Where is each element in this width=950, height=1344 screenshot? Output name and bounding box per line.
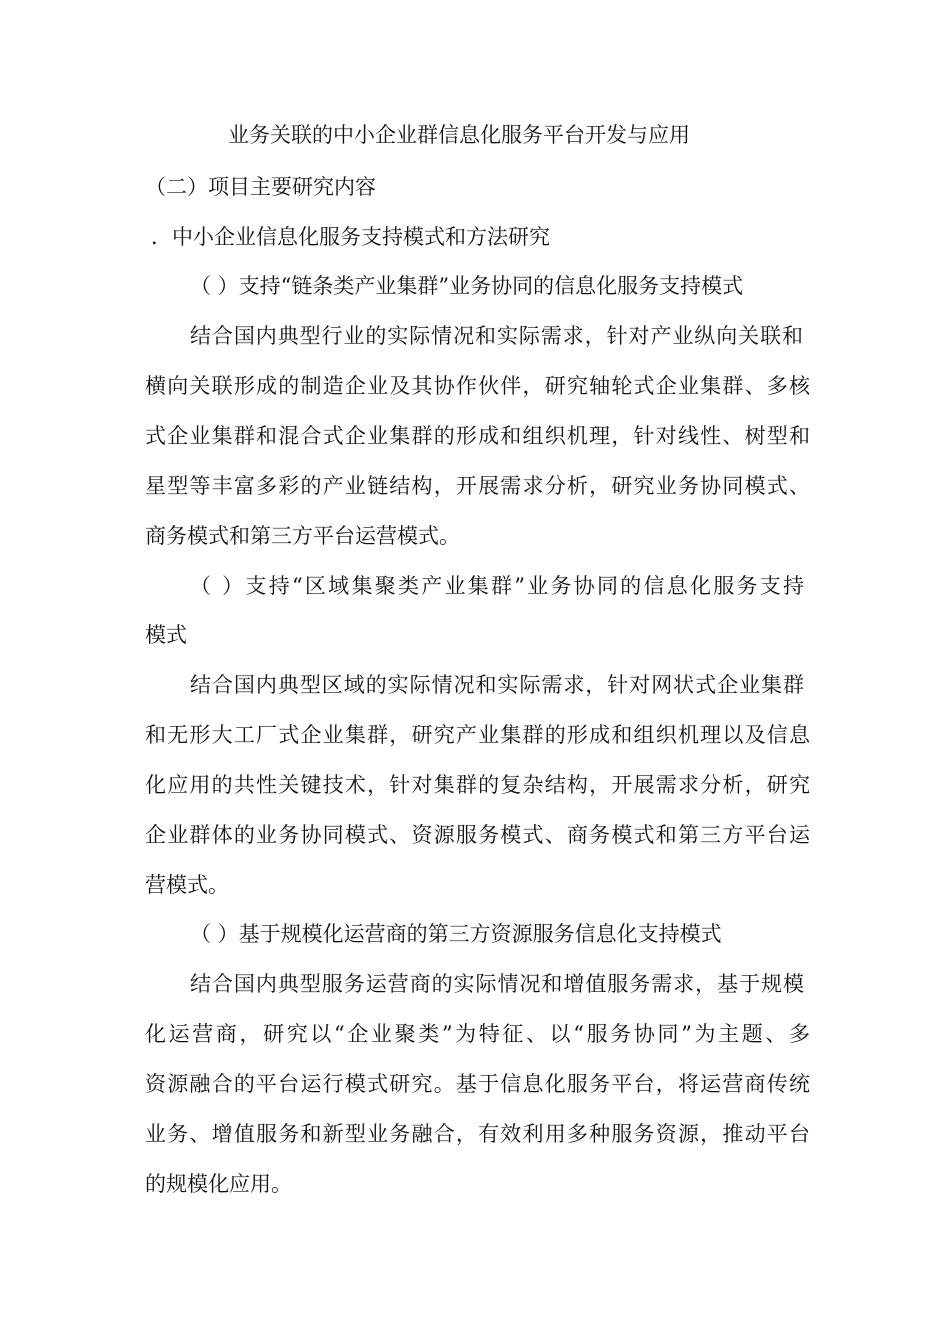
- item-1-line-4: 星型等丰富多彩的产业链结构，开展需求分析，研究业务协同模式、: [145, 474, 810, 498]
- item-heading-2-line-2: 模式: [145, 623, 187, 647]
- item-heading-2-line-1: （ ）支持“区域集聚类产业集群”业务协同的信息化服务支持: [190, 574, 804, 598]
- item-2-line-1: 结合国内典型区域的实际情况和实际需求，针对网状式企业集群: [190, 673, 804, 697]
- item-1-line-1: 结合国内典型行业的实际情况和实际需求，针对产业纵向关联和: [190, 324, 803, 348]
- subsection-heading: ．中小企业信息化服务支持模式和方法研究: [151, 225, 550, 249]
- item-heading-3: （ ）基于规模化运营商的第三方资源服务信息化支持模式: [190, 922, 722, 946]
- item-3-line-5: 的规模化应用。: [145, 1172, 292, 1196]
- item-1-line-5: 商务模式和第三方平台运营模式。: [145, 524, 460, 548]
- item-1-line-2: 横向关联形成的制造企业及其协作伙伴，研究轴轮式企业集群、多核: [145, 374, 810, 398]
- item-2-line-2: 和无形大工厂式企业集群，研究产业集群的形成和组织机理以及信息: [145, 723, 810, 747]
- item-1-line-3: 式企业集群和混合式企业集群的形成和组织机理，针对线性、树型和: [145, 424, 810, 448]
- item-3-line-2: 化运营商，研究以“企业聚类”为特征、以“服务协同”为主题、多: [145, 1022, 810, 1046]
- item-2-line-3: 化应用的共性关键技术，针对集群的复杂结构，开展需求分析，研究: [145, 773, 810, 797]
- item-3-line-1: 结合国内典型服务运营商的实际情况和增值服务需求，基于规模: [190, 972, 804, 996]
- item-3-line-4: 业务、增值服务和新型业务融合，有效利用多种服务资源，推动平台: [145, 1122, 810, 1146]
- item-2-line-4: 企业群体的业务协同模式、资源服务模式、商务模式和第三方平台运: [145, 823, 810, 847]
- item-3-line-3: 资源融合的平台运行模式研究。基于信息化服务平台，将运营商传统: [145, 1072, 810, 1096]
- section-heading: （二）项目主要研究内容: [145, 175, 376, 199]
- item-2-line-5: 营模式。: [145, 873, 229, 897]
- document-title: 业务关联的中小企业群信息化服务平台开发与应用: [228, 123, 690, 147]
- item-heading-1: （ ）支持“链条类产业集群”业务协同的信息化服务支持模式: [190, 274, 744, 298]
